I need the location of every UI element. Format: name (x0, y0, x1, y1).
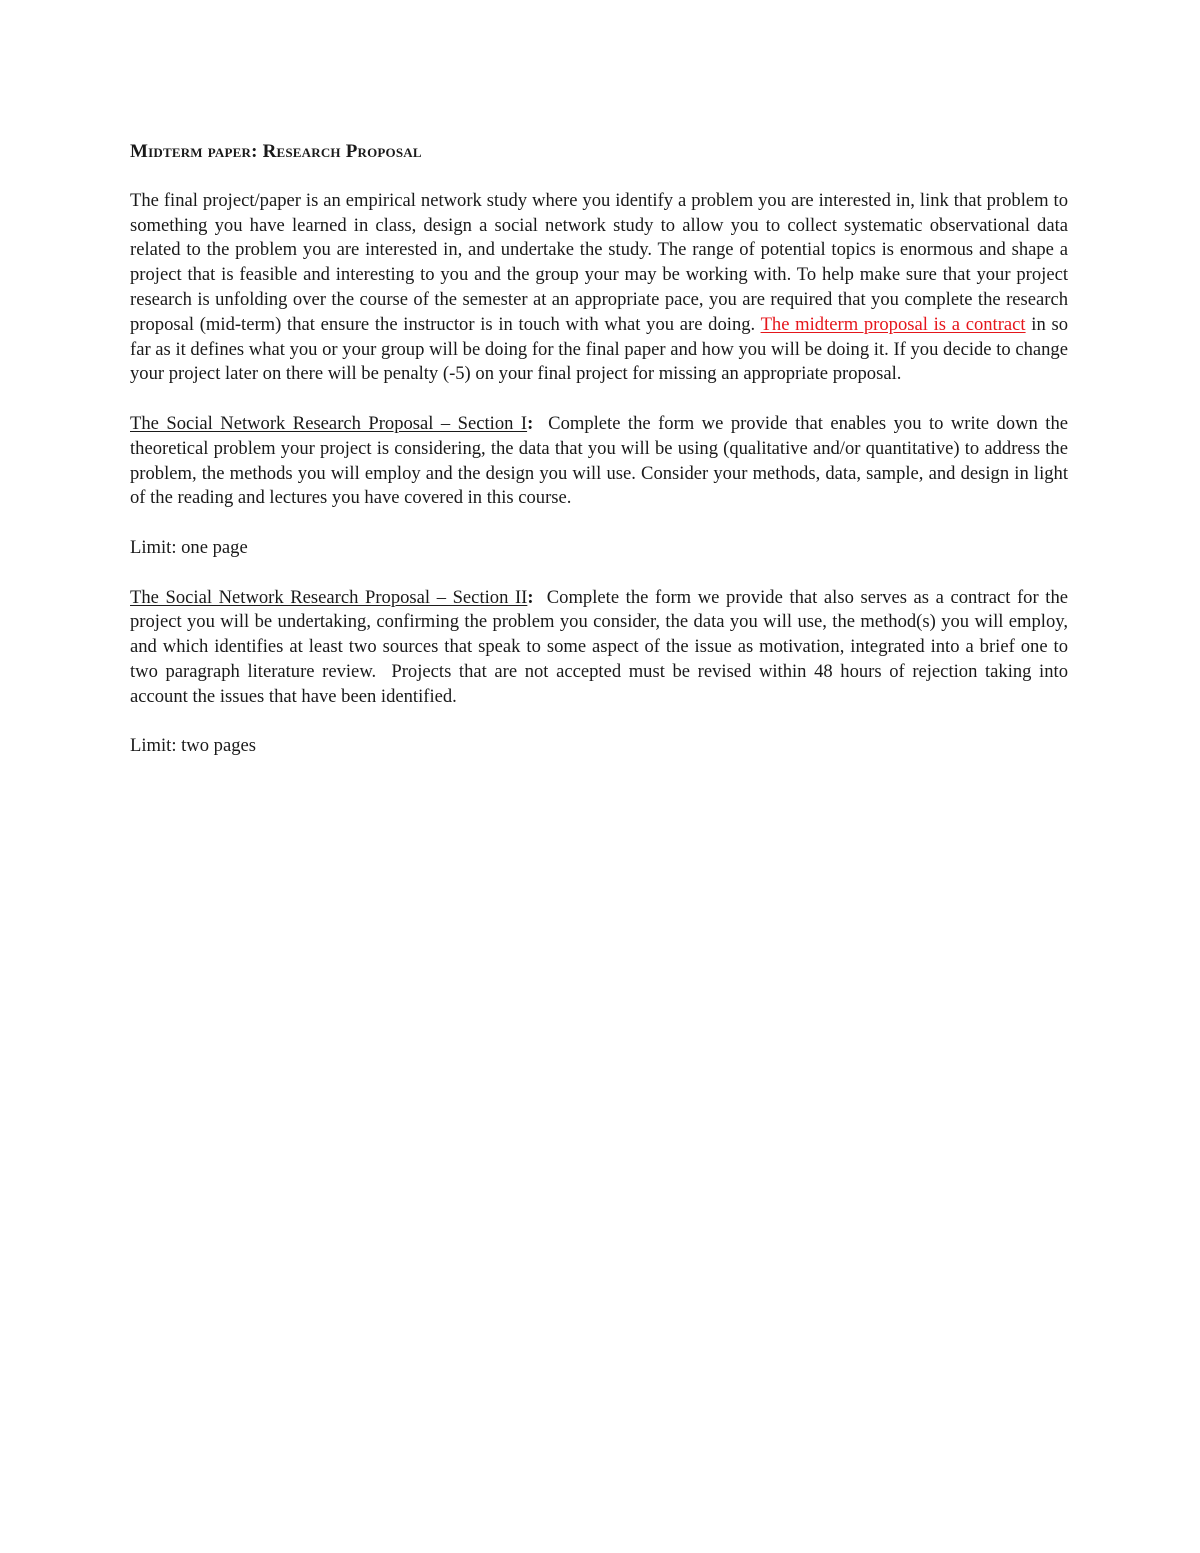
section-2-colon: : (527, 586, 534, 608)
section-1-limit: Limit: one page (130, 536, 248, 558)
section-2-heading: The Social Network Research Proposal – Section II (130, 586, 528, 608)
intro-text-after: in so far as it defines what you or your group will be doing for the final paper and how you will be doing it. If you decide to change your project later on there will be penalty (-5) on your final project for missing an appropriate proposal. (130, 313, 1069, 385)
section-1-heading: The Social Network Research Proposal – Section I (130, 412, 528, 434)
section-2-paragraph (130, 586, 1073, 710)
contract-highlight: The midterm proposal is a contract (760, 313, 1026, 335)
document-title: Midterm paper: Research Proposal (130, 141, 422, 162)
section-1-paragraph (130, 412, 1073, 511)
intro-text-before: The final project/paper is an empirical network study where you identify a problem you are interested in, link that problem to something you have learned in class, design a social network study to allow you to collect systematic observational data related to the problem you are interested in, and undertake the study. The range of potential topics is enormous and shape a project that is feasible and interesting to you and the group your may be working with. To help make sure that your project research is unfolding over the course of the semester at an appropriate pace, you are required that you complete the research proposal (mid-term) that ensure the instructor is in touch with what you are doing. (130, 189, 1068, 335)
section-2-limit: Limit: two pages (130, 735, 257, 757)
section-1-colon: : (527, 412, 534, 434)
section-1-body: Complete the form we provide that enables you to write down the theoretical problem your project is considering, the data that you will be using (qualitative and/or quantitative) to address the problem, the methods you will employ and the design you will use. Consider your methods, data, sample, and design in light of the reading and lectures you have covered in this course. (130, 412, 1073, 509)
intro-paragraph (130, 189, 1068, 387)
section-2-body: Complete the form we provide that also serves as a contract for the project you will be undertaking, confirming the problem you consider, the data you will use, the method(s) you will employ, and which identifies at least two sources that speak to some aspect of the issue as motivation, integrated into a brief one to two paragraph literature review. Projects that are not accepted must be revised within 48 hours of rejection taking into account the issues that have been identified. (130, 586, 1073, 707)
document-page (130, 140, 1073, 784)
